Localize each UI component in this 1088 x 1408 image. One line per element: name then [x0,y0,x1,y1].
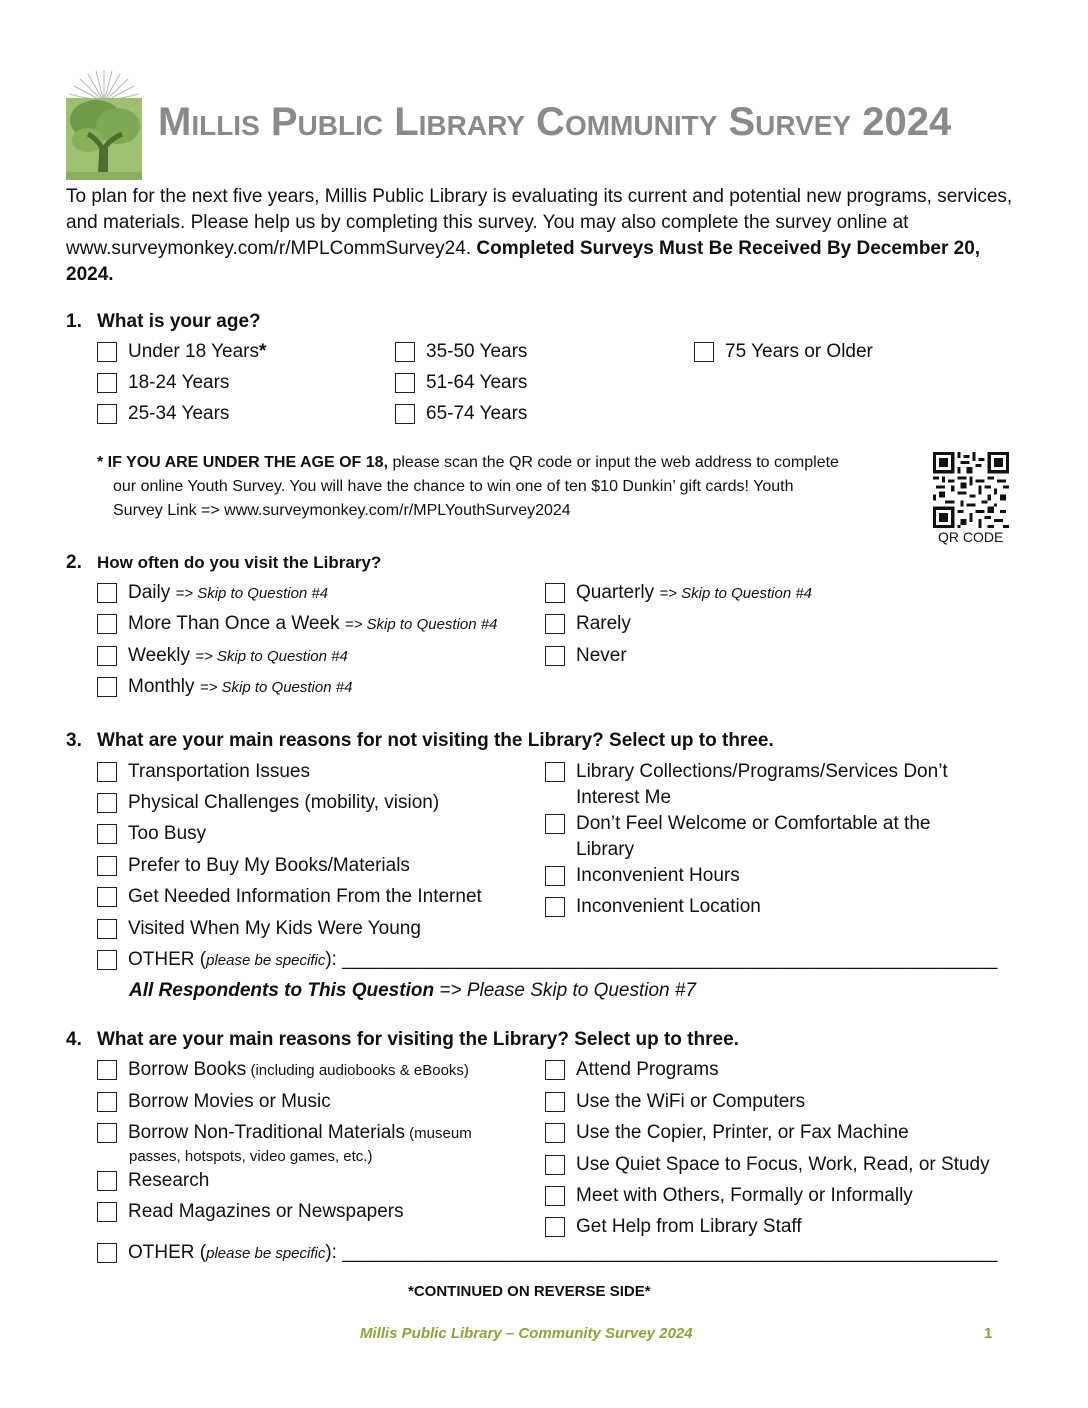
option-label: Read Magazines or Newspapers [128,1201,404,1222]
checkbox[interactable] [97,887,117,907]
checkbox[interactable] [97,614,117,634]
other-label: OTHER ( [128,1242,207,1263]
option-label: Physical Challenges (mobility, vision) [128,792,440,813]
checkbox[interactable] [97,677,117,697]
checkbox[interactable] [97,1123,117,1143]
checkbox[interactable] [97,342,117,362]
option-label: Under 18 Years [128,341,259,362]
option-label: 25-34 Years [128,403,230,424]
option-label: Meet with Others, Formally or Informally [576,1185,913,1206]
skip-note: => Skip to Question #4 [344,616,498,633]
skip-note: => Skip to Question #4 [659,585,813,602]
qr-code-label: QR CODE [938,529,1004,545]
option-label: Use the Copier, Printer, or Fax Machine [576,1122,909,1143]
youth-lead: * IF YOU ARE UNDER THE AGE OF 18, [97,454,389,471]
q4-note-continued: passes, hotspots, video games, etc.) [129,1148,373,1165]
option-label: Borrow Movies or Music [128,1091,331,1112]
option-label: Borrow Books [128,1059,247,1080]
option-label: Transportation Issues [128,761,310,782]
option-label: Get Help from Library Staff [576,1216,802,1237]
question-text: What are your main reasons for not visiting the Library? Select up to three. [97,730,774,751]
checkbox[interactable] [545,866,565,886]
option-label: Get Needed Information From the Internet [128,886,482,907]
option-label: 18-24 Years [128,372,230,393]
checkbox[interactable] [97,919,117,939]
youth-line3: Survey Link => www.surveymonkey.com/r/MPLYouthSurvey2024 [113,502,571,519]
youth-line1: please scan the QR code or input the web address to complete [388,454,839,471]
intro-paragraph [66,184,1026,288]
checkbox[interactable] [545,1060,565,1080]
checkbox[interactable] [395,342,415,362]
question-number: 1. [66,311,82,332]
other-blank[interactable]: ): ______________________________________________________________ [325,949,998,970]
option-label: Borrow Non-Traditional Materials [128,1122,406,1143]
checkbox[interactable] [545,646,565,666]
checkbox[interactable] [545,614,565,634]
intro-text: To plan for the next five years, Millis Public Library is evaluating its current and potential new programs, services, and materials. Please help us by completing this survey. You may also complete the survey online at www.surveymonkey.com/r/MPLCommSurvey24. [66,186,1013,259]
option-label: Use the WiFi or Computers [576,1091,806,1112]
option-label: Never [576,645,627,666]
under18-asterisk: * [259,341,267,362]
option-label: Prefer to Buy My Books/Materials [128,855,410,876]
page-footer: Millis Public Library – Community Survey 2024 [360,1325,693,1342]
checkbox[interactable] [97,1243,117,1263]
option-label: 35-50 Years [426,341,528,362]
option-label: Inconvenient Location [576,896,761,917]
other-blank[interactable]: ): ______________________________________________________________ [325,1242,998,1263]
question-text: What is your age? [97,311,261,332]
checkbox[interactable] [97,793,117,813]
checkbox[interactable] [545,1123,565,1143]
checkbox[interactable] [545,814,565,834]
skip-note: => Skip to Question #4 [175,585,329,602]
checkbox[interactable] [97,583,117,603]
option-label: Inconvenient Hours [576,865,740,886]
option-label: Too Busy [128,823,207,844]
option-label: Don’t Feel Welcome or Comfortable at the [576,813,931,834]
skip-rest: => Please Skip to Question #7 [434,980,697,1001]
checkbox[interactable] [395,373,415,393]
question-2 [66,552,381,574]
checkbox[interactable] [97,646,117,666]
checkbox[interactable] [545,1186,565,1206]
option-label: Research [128,1170,210,1191]
option-note: (museum [405,1125,472,1142]
qr-code-icon[interactable] [933,452,1009,528]
option-label: 65-74 Years [426,403,528,424]
checkbox[interactable] [97,762,117,782]
skip-note: => Skip to Question #4 [199,679,353,696]
checkbox[interactable] [395,404,415,424]
option-label: Interest Me [576,787,672,808]
checkbox[interactable] [97,824,117,844]
skip-note: => Skip to Question #4 [195,648,348,665]
option-label: More Than Once a Week [128,613,340,634]
checkbox[interactable] [545,897,565,917]
checkbox[interactable] [97,404,117,424]
youth-survey-note [97,451,917,523]
option-label: Daily [128,582,171,603]
tree-logo-icon [66,68,142,180]
page-number: 1 [984,1325,993,1342]
question-text: What are your main reasons for visiting the Library? Select up to three. [97,1029,739,1050]
question-number: 3. [66,730,82,751]
option-label: Library [576,839,635,860]
option-label: 51-64 Years [426,372,528,393]
checkbox[interactable] [545,1155,565,1175]
checkbox[interactable] [694,342,714,362]
option-label: Rarely [576,613,631,634]
checkbox[interactable] [545,1092,565,1112]
option-label: Attend Programs [576,1059,719,1080]
option-label: 75 Years or Older [725,341,873,362]
skip-bold: All Respondents to This Question [129,980,435,1001]
question-text: How often do you visit the Library? [97,553,382,572]
question-number: 2. [66,552,82,573]
checkbox[interactable] [97,950,117,970]
question-4 [66,1029,739,1051]
q3-skip-instruction [129,980,696,1002]
checkbox[interactable] [97,373,117,393]
checkbox[interactable] [545,762,565,782]
option-note: (including audiobooks & eBooks) [246,1062,469,1079]
question-number: 4. [66,1029,82,1050]
checkbox[interactable] [97,1092,117,1112]
deadline-text: Completed Surveys Must Be Received By December 20, 2024. [66,238,981,285]
checkbox[interactable] [97,856,117,876]
question-3 [66,730,774,752]
option-label: Monthly [128,676,195,697]
checkbox[interactable] [545,1217,565,1237]
checkbox[interactable] [97,1060,117,1080]
youth-line2: our online Youth Survey. You will have the chance to win one of ten $10 Dunkin’ gift cards! Youth [113,478,794,495]
option-label: Visited When My Kids Were Young [128,918,421,939]
option-label: Library Collections/Programs/Services Don’t [576,761,948,782]
other-hint: please be specific [206,1245,326,1262]
page-title: Millis Public Library Community Survey 2024 [158,100,952,144]
option-label: Quarterly [576,582,655,603]
option-label: Weekly [128,645,190,666]
checkbox[interactable] [97,1171,117,1191]
checkbox[interactable] [545,583,565,603]
checkbox[interactable] [97,1202,117,1222]
question-1 [66,311,261,333]
continued-note: *CONTINUED ON REVERSE SIDE* [408,1283,651,1300]
other-hint: please be specific [206,952,326,969]
option-label: Use Quiet Space to Focus, Work, Read, or Study [576,1154,990,1175]
other-label: OTHER ( [128,949,207,970]
